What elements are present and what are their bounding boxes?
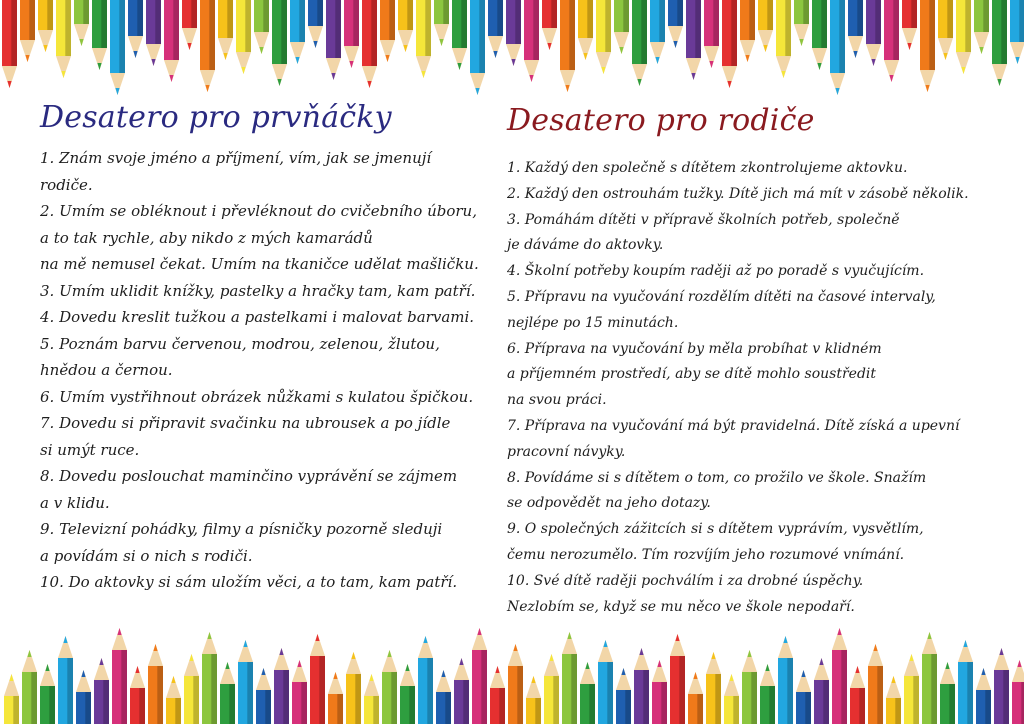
pencil-icon (940, 662, 955, 724)
section-parents (507, 100, 1007, 620)
pencil-border-top (0, 0, 1024, 110)
parents-title: Desatero pro rodiče (507, 103, 815, 138)
pencil-icon (1010, 0, 1024, 64)
list-item: 2. Každý den ostrouhám tužky. Dítě jich má mít v zásobě několik. (507, 185, 969, 202)
list-item: 2. Umím se obléknout i převléknout do cvičebního úboru, a to tak rychle, aby nikdo z mých kamarádů na mě nemusel čekat. Umím na tkaničce udělat mašličku. (40, 202, 479, 273)
pencil-icon (362, 0, 377, 88)
pencil-icon (868, 644, 883, 724)
pencil-icon (200, 0, 215, 92)
pencil-icon (292, 660, 307, 724)
pencil-icon (902, 0, 917, 50)
pencil-icon (2, 0, 17, 88)
first-graders-title: Desatero pro prvňáčky (40, 100, 392, 135)
pencil-icon (56, 0, 71, 78)
pencil-border-bottom (0, 614, 1024, 724)
pencil-icon (994, 648, 1009, 724)
pencil-icon (596, 0, 611, 74)
list-item: 7. Příprava na vyučování má být pravidelná. Dítě získá a upevní pracovní návyky. (507, 417, 960, 460)
parents-list (507, 156, 1007, 620)
pencil-icon (418, 636, 433, 724)
pencil-icon (22, 650, 37, 724)
list-item: 4. Dovedu kreslit tužkou a pastelkami i malovat barvami. (40, 308, 475, 326)
pencil-icon (218, 0, 233, 60)
pencil-icon (254, 0, 269, 54)
pencil-icon (848, 0, 863, 58)
pencil-icon (542, 0, 557, 50)
first-graders-list (40, 145, 510, 596)
pencil-icon (598, 640, 613, 724)
pencil-icon (796, 670, 811, 724)
pencil-icon (380, 0, 395, 62)
pencil-icon (742, 650, 757, 724)
pencil-icon (1012, 660, 1024, 724)
pencil-icon (454, 658, 469, 724)
pencil-icon (758, 0, 773, 52)
list-item: 9. O společných zážitcích si s dítětem vyprávím, vysvětlím, čemu nerozumělo. Tím rozvíjím jeho rozumové vnímání. (507, 521, 924, 563)
pencil-icon (740, 0, 755, 62)
pencil-icon (344, 0, 359, 68)
pencil-icon (38, 0, 53, 52)
pencil-icon (488, 0, 503, 58)
pencil-icon (236, 0, 251, 74)
pencil-icon (470, 0, 485, 95)
pencil-icon (670, 634, 685, 724)
list-item: 8. Dovedu poslouchat maminčino vyprávění se zájmem a v klidu. (40, 467, 458, 512)
list-item: 6. Umím vystřihnout obrázek nůžkami s kulatou špičkou. (40, 387, 474, 406)
pencil-icon (832, 628, 847, 724)
pencil-icon (562, 632, 577, 724)
pencil-icon (614, 0, 629, 54)
pencil-icon (632, 0, 647, 86)
pencil-icon (434, 0, 449, 46)
pencil-icon (182, 0, 197, 50)
list-item: 6. Příprava na vyučování by měla probíhat v klidném a příjemném prostředí, aby se dítě mohlo soustředit na svou práci. (507, 340, 882, 409)
pencil-icon (544, 654, 559, 724)
pencil-icon (616, 668, 631, 724)
pencil-icon (524, 0, 539, 82)
pencil-icon (724, 674, 739, 724)
list-item: 5. Přípravu na vyučování rozdělím dítěti na časové intervaly, nejlépe po 15 minutách. (507, 288, 936, 331)
list-item: 8. Povídáme si s dítětem o tom, co prožilo ve škole. Snažím se odpovědět na jeho dotazy. (507, 469, 927, 512)
list-item: 5. Poznám barvu červenou, modrou, zelenou, žlutou, hnědou a černou. (40, 334, 440, 379)
list-item: 1. Každý den společně s dítětem zkontrolujeme aktovku. (507, 160, 908, 176)
pencil-icon (814, 658, 829, 724)
pencil-icon (812, 0, 827, 70)
pencil-icon (706, 652, 721, 724)
list-item: 3. Umím uklidit knížky, pastelky a hračky tam, kam patří. (40, 281, 476, 300)
list-item: 7. Dovedu si připravit svačinku na ubrousek a po jídle si umýt ruce. (40, 414, 451, 459)
pencil-icon (74, 0, 89, 46)
pencil-icon (634, 648, 649, 724)
pencil-icon (704, 0, 719, 68)
pencil-icon (650, 0, 665, 64)
pencil-icon (272, 0, 287, 86)
pencil-icon (238, 640, 253, 724)
pencil-icon (776, 0, 791, 78)
pencil-icon (526, 676, 541, 724)
list-item: 10. Své dítě raději pochválím i za drobné úspěchy. Nezlobím se, když se mu něco ve škole nepodaří. (507, 572, 864, 615)
pencil-icon (830, 0, 845, 95)
pencil-icon (778, 636, 793, 724)
pencil-icon (164, 0, 179, 82)
pencil-icon (490, 666, 505, 724)
list-item: 1. Znám svoje jméno a příjmení, vím, jak se jmenují rodiče. (40, 149, 432, 194)
pencil-icon (472, 628, 487, 724)
list-item: 3. Pomáhám dítěti v přípravě školních potřeb, společně je dáváme do aktovky. (507, 211, 900, 254)
pencil-icon (290, 0, 305, 64)
pencil-icon (976, 668, 991, 724)
pencil-icon (452, 0, 467, 70)
pencil-icon (382, 650, 397, 724)
pencil-icon (760, 664, 775, 724)
pencil-icon (722, 0, 737, 88)
pencil-icon (112, 628, 127, 724)
pencil-icon (920, 0, 935, 92)
pencil-icon (508, 644, 523, 724)
pencil-icon (328, 672, 343, 724)
pencil-icon (652, 660, 667, 724)
list-item: 4. Školní potřeby koupím raději až po poradě s vyučujícím. (507, 263, 925, 280)
list-item: 10. Do aktovky si sám uložím věci, a to tam, kam patří. (40, 573, 458, 591)
pencil-icon (560, 0, 575, 92)
pencil-icon (436, 670, 451, 724)
pencil-icon (506, 0, 521, 66)
pencil-icon (794, 0, 809, 46)
pencil-icon (688, 672, 703, 724)
pencil-icon (256, 668, 271, 724)
pencil-icon (220, 662, 235, 724)
pencil-icon (668, 0, 683, 48)
section-first-graders (40, 100, 510, 596)
pencil-icon (850, 666, 865, 724)
pencil-icon (166, 676, 181, 724)
pencil-icon (400, 664, 415, 724)
pencil-icon (956, 0, 971, 74)
pencil-icon (974, 0, 989, 54)
pencil-icon (184, 654, 199, 724)
pencil-icon (94, 658, 109, 724)
pencil-icon (580, 662, 595, 724)
pencil-icon (364, 674, 379, 724)
pencil-icon (904, 654, 919, 724)
pencil-icon (92, 0, 107, 70)
pencil-icon (110, 0, 125, 95)
pencil-icon (886, 676, 901, 724)
pencil-icon (40, 664, 55, 724)
pencil-icon (202, 632, 217, 724)
pencil-icon (346, 652, 361, 724)
pencil-icon (884, 0, 899, 82)
pencil-icon (992, 0, 1007, 86)
pencil-icon (274, 648, 289, 724)
pencil-icon (4, 674, 19, 724)
pencil-icon (398, 0, 413, 52)
pencil-icon (938, 0, 953, 60)
pencil-icon (308, 0, 323, 48)
pencil-icon (326, 0, 341, 80)
pencil-icon (866, 0, 881, 66)
list-item: 9. Televizní pohádky, filmy a písničky pozorně sleduji a povídám si o nich s rodiči. (40, 520, 443, 565)
pencil-icon (148, 644, 163, 724)
pencil-icon (20, 0, 35, 62)
pencil-icon (76, 670, 91, 724)
pencil-icon (310, 634, 325, 724)
pencil-icon (686, 0, 701, 80)
pencil-icon (58, 636, 73, 724)
pencil-icon (958, 640, 973, 724)
pencil-icon (128, 0, 143, 58)
pencil-icon (922, 632, 937, 724)
pencil-icon (416, 0, 431, 78)
pencil-icon (130, 666, 145, 724)
pencil-icon (146, 0, 161, 66)
pencil-icon (578, 0, 593, 60)
